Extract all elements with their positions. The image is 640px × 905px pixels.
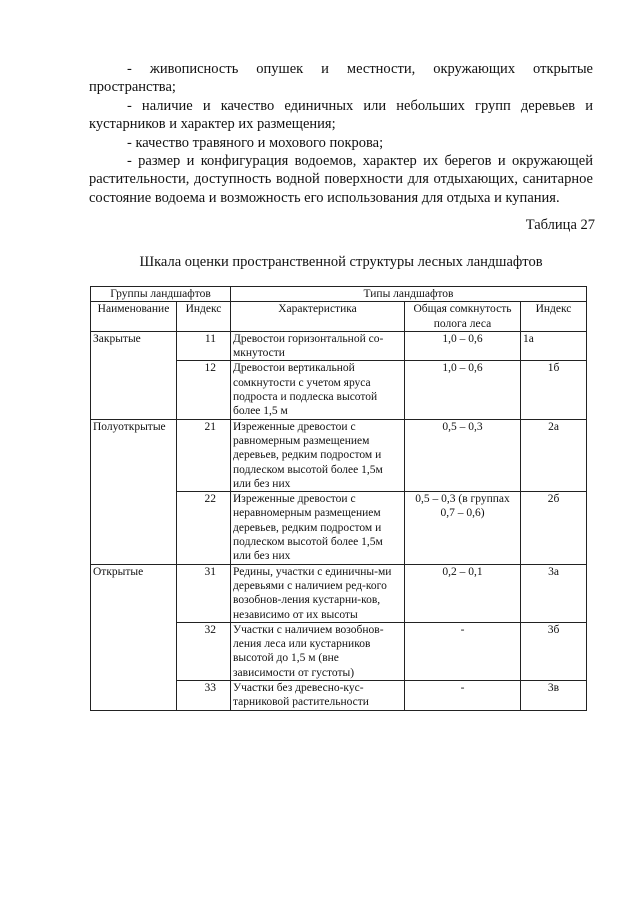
- type-index: 3в: [521, 681, 587, 711]
- table-title: Шкала оценки пространственной структуры лесных ландшафтов: [139, 254, 543, 270]
- table-header-row-2: [91, 302, 587, 332]
- table-number: Таблица 27: [525, 217, 595, 233]
- paragraph-3: - качество травяного и мохового покрова;: [127, 134, 384, 151]
- header-index: Индекс: [177, 302, 231, 332]
- type-index: 3а: [521, 564, 587, 622]
- group-name: Полуоткрытые: [91, 419, 177, 564]
- group-name: Закрытые: [91, 331, 177, 419]
- characteristic: Древостои вертикальной сомкнутости с учетом яруса подроста и подлеска высотой более 1,5 м: [231, 361, 405, 419]
- header-types: Типы ландшафтов: [231, 287, 587, 302]
- paragraph-2: - наличие и качество единичных или небольших групп деревьев и кустарников и характер их размещения;: [89, 97, 593, 133]
- group-index: 22: [177, 492, 231, 564]
- table-row: [91, 331, 587, 361]
- canopy-density: -: [405, 681, 521, 711]
- group-index: 21: [177, 419, 231, 491]
- group-index: 11: [177, 331, 231, 361]
- group-name: Открытые: [91, 564, 177, 710]
- group-index: 33: [177, 681, 231, 711]
- type-index: 1а: [521, 331, 587, 361]
- characteristic: Изреженные древостои с неравномерным размещением деревьев, редким подростом и подлеском высотой более 1,5м или без них: [231, 492, 405, 564]
- header-density: Общая сомкнутость полога леса: [405, 302, 521, 332]
- group-index: 32: [177, 622, 231, 680]
- paragraph-1: - живописность опушек и местности, окружающих открытые пространства;: [89, 61, 593, 96]
- canopy-density: 0,5 – 0,3: [405, 419, 521, 491]
- table-row: [91, 419, 587, 491]
- paragraph-4: - размер и конфигурация водоемов, характер их берегов и окружающей растительности, доступность водной поверхности для отдыхающих, санитарное состояние водоема и возможность его использования для отдыха и купания.: [89, 153, 593, 206]
- body-text: [89, 60, 593, 207]
- table-row: [91, 564, 587, 622]
- characteristic: Участки без древесно-кус-тарниковой растительности: [231, 681, 405, 711]
- type-index: 2а: [521, 419, 587, 491]
- characteristic: Изреженные древостои с равномерным размещением деревьев, редким подростом и подлеском высотой более 1,5м или без них: [231, 419, 405, 491]
- characteristic: Древостои горизонтальной со-мкнутости: [231, 331, 405, 361]
- header-characteristic: Характеристика: [231, 302, 405, 332]
- group-index: 31: [177, 564, 231, 622]
- group-index: 12: [177, 361, 231, 419]
- characteristic: Участки с наличием возобнов-ления леса или кустарников высотой до 1,5 м (вне зависимости от густоты): [231, 622, 405, 680]
- type-index: 2б: [521, 492, 587, 564]
- canopy-density: 1,0 – 0,6: [405, 331, 521, 361]
- table-header-row-1: [91, 287, 587, 302]
- canopy-density: 0,5 – 0,3 (в группах 0,7 – 0,6): [405, 492, 521, 564]
- canopy-density: 1,0 – 0,6: [405, 361, 521, 419]
- landscape-scale-table: [90, 286, 587, 711]
- characteristic: Редины, участки с единичны-ми деревьями с наличием ред-кого возобнов-ления кустарни-ков, независимо от их высоты: [231, 564, 405, 622]
- header-groups: Группы ландшафтов: [91, 287, 231, 302]
- canopy-density: -: [405, 622, 521, 680]
- header-name: Наименование: [91, 302, 177, 332]
- header-type-index: Индекс: [521, 302, 587, 332]
- type-index: 3б: [521, 622, 587, 680]
- canopy-density: 0,2 – 0,1: [405, 564, 521, 622]
- type-index: 1б: [521, 361, 587, 419]
